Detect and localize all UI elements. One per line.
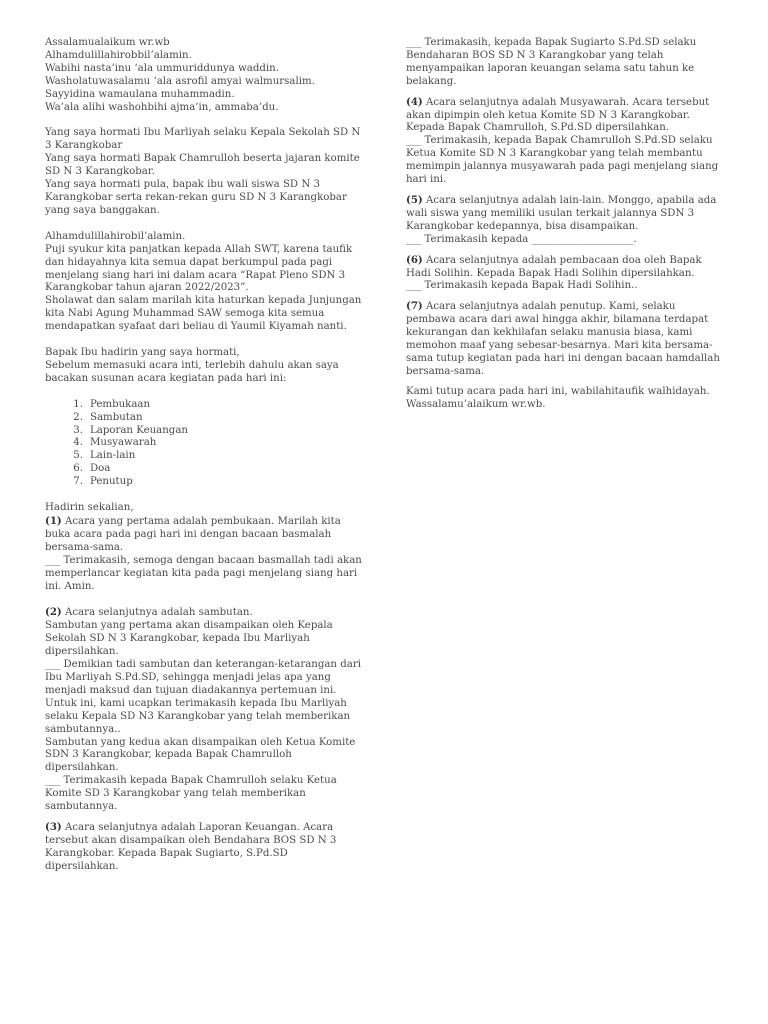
section-lead-text: Acara selanjutnya adalah Laporan Keuangan. Acara tersebut akan disampaikan oleh Bendahara BOS SD N 3 Karangkobar. Kepada Bapak Sugiarto, S.Pd.SD dipersilahkan.: [45, 821, 337, 872]
gratitude-line: Alhamdulillahirobil’alamin.: [45, 230, 186, 242]
section-lead: [406, 254, 724, 281]
section-number: (5): [406, 193, 423, 206]
section-7: [406, 300, 724, 378]
gratitude-block: [45, 231, 363, 334]
respect-line: Yang saya hormati Bapak Chamrulloh beserta jajaran komite SD N 3 Karangkobar.: [45, 153, 360, 178]
section-lead: [45, 821, 363, 874]
agenda-number: 6.: [73, 463, 83, 475]
agenda-number: 4.: [73, 437, 83, 449]
agenda-number: 5.: [73, 450, 83, 462]
section-lead-text: Acara selanjutnya adalah sambutan.: [61, 607, 253, 619]
agenda-number: 1.: [73, 398, 83, 410]
section-lead: [406, 300, 724, 378]
hadirin-line: Hadirin sekalian,: [45, 502, 134, 514]
section-number: (3): [45, 820, 62, 833]
section-lead-text: Acara selanjutnya adalah penutup. Kami, selaku pembawa acara dari awal hingga akhir, bilamana terdapat kekurangan dan kekhilafan selaku manusia biasa, kami memohon maaf yang sebesar-besarnya. Mari kita bersama-sama tutup kegiatan pada hari ini dengan bacaan hamdallah bersama-sama.: [406, 301, 720, 377]
opening-line: Sayyidina wamaulana muhammadin.: [45, 88, 235, 100]
opening-block: [45, 37, 363, 114]
agenda-item: [45, 463, 363, 476]
agenda-label: Pembukaan: [90, 398, 151, 410]
gratitude-line: Puji syukur kita panjatkan kepada Allah SWT, karena taufik dan hidayahnya kita semua dapat berkumpul pada pagi menjelang siang hari ini dalam acara “Rapat Pleno SDN 3 Karangkobar tahun ajaran 2022/2023”.: [45, 243, 353, 294]
opening-line: Wabihi nasta’inu ‘ala ummuriddunya waddin.: [45, 62, 279, 74]
section-lead-text: Acara selanjutnya adalah Musyawarah. Acara tersebut akan dipimpin oleh ketua Komite SD N 3 Karangkobar. Kepada Bapak Chamrulloh, S.Pd.SD dipersilahkan.: [406, 96, 710, 134]
section-line: ___ Demikian tadi sambutan dan keterangan-ketarangan dari Ibu Marliyah S.Pd.SD, sehingga menjadi jelas apa yang menjadi maksud dan tujuan diadakannya pertemuan ini. Untuk ini, kami ucapkan terimakasih kepada Ibu Marliyah selaku Kepala SD N3 Karangkobar yang telah memberikan sambutannya..: [45, 659, 361, 735]
agenda-item: [45, 425, 363, 438]
agenda-label: Penutup: [90, 476, 133, 488]
left-column: [45, 37, 363, 874]
opening-line: Assalamualaikum wr.wb: [45, 37, 170, 48]
section-3: [45, 821, 363, 874]
opening-line: Wa’ala alihi washohbihi ajma’in, ammaba’du.: [45, 101, 279, 113]
section-4: [406, 96, 724, 187]
section-lead-text: Acara yang pertama adalah pembukaan. Marilah kita buka acara pada pagi hari ini dengan bacaan basmalah bersama-sama.: [45, 516, 341, 553]
closing-line: Kami tutup acara pada hari ini, wabilahitaufik walhidayah. Wassalamu’alaikum wr.wb.: [406, 385, 710, 410]
agenda-label: Doa: [90, 463, 111, 475]
section-2: [45, 606, 363, 814]
agenda-item: [45, 412, 363, 425]
opening-line: Alhamdulillahirobbil’alamin.: [45, 49, 192, 61]
section-lead: [406, 96, 724, 136]
opening-line: Washolatuwasalamu ‘ala asrofil amyai walmursalim.: [45, 75, 315, 87]
agenda-number: 7.: [73, 476, 83, 488]
agenda-item: [45, 450, 363, 463]
agenda-number: 3.: [73, 424, 83, 436]
agenda-item: [45, 437, 363, 450]
respects-block: [45, 127, 363, 217]
section-lead-text: Acara selanjutnya adalah pembacaan doa oleh Bapak Hadi Solihin. Kepada Bapak Hadi Solihin dipersilahkan.: [406, 254, 702, 279]
section-line: Sambutan yang pertama akan disampaikan oleh Kepala Sekolah SD N 3 Karangkobar, kepada Ibu Marliyah dipersilahkan.: [45, 620, 333, 658]
section-6: [406, 254, 724, 294]
respect-line: Yang saya hormati pula, bapak ibu wali siswa SD N 3 Karangkobar serta rekan-rekan guru SD N 3 Karangkobar yang saya banggakan.: [45, 179, 347, 216]
agenda-item: [45, 399, 363, 412]
section-number: (4): [406, 95, 423, 108]
agenda-number: 2.: [73, 411, 83, 423]
section-lead: [406, 194, 724, 234]
section-reply: ___ Terimakasih, semoga dengan bacaan basmallah tadi akan memperlancar kegiatan kita pada pagi menjelang siang hari ini. Amin.: [45, 554, 362, 592]
agenda-label: Lain-lain: [90, 450, 136, 462]
section-reply: ___ Terimakasih kepada ____________________.: [406, 233, 637, 245]
section-lead: [45, 515, 363, 555]
right-column: [406, 37, 724, 412]
agenda-label: Sambutan: [90, 411, 143, 423]
section-1: [45, 515, 363, 593]
section-number: (6): [406, 253, 423, 266]
agenda-list: [45, 399, 363, 489]
section-number: (2): [45, 606, 62, 619]
section-reply: ___ Terimakasih kepada Bapak Hadi Solihin..: [406, 280, 638, 292]
section-3-reply: ___ Terimakasih, kepada Bapak Sugiarto S.Pd.SD selaku Bendaharan BOS SD N 3 Karangkobar yang telah menyampaikan laporan keuangan selama satu tahun ke belakang.: [406, 37, 697, 87]
respect-line: Yang saya hormati Ibu Marliyah selaku Kepala Sekolah SD N 3 Karangkobar: [45, 127, 361, 152]
section-5: [406, 194, 724, 247]
intro-line: Sebelum memasuki acara inti, terlebih dahulu akan saya bacakan susunan acara kegiatan pada hari ini:: [45, 359, 339, 384]
agenda-item: [45, 476, 363, 489]
section-lead: [45, 606, 363, 620]
section-number: (7): [406, 300, 423, 313]
section-lead-text: Acara selanjutnya adalah lain-lain. Monggo, apabila ada wali siswa yang memiliki usulan terkait jalannya SDN 3 Karangkobar kedepannya, bisa disampaikan.: [406, 194, 717, 232]
agenda-label: Laporan Keuangan: [90, 424, 188, 436]
section-reply: ___ Terimakasih, kepada Bapak Chamrulloh S.Pd.SD selaku Ketua Komite SD N 3 Karangkobar yang telah membantu memimpin jalannya musyawarah pada pagi menjelang siang hari ini.: [406, 135, 719, 186]
section-line: ___ Terimakasih kepada Bapak Chamrulloh selaku Ketua Komite SD 3 Karangkobar yang telah memberikan sambutannya.: [45, 775, 337, 813]
section-number: (1): [45, 515, 62, 527]
agenda-label: Musyawarah: [90, 437, 157, 449]
intro-line: Bapak Ibu hadirin yang saya hormati,: [45, 347, 240, 359]
intro-block: [45, 347, 363, 386]
gratitude-line: Sholawat dan salam marilah kita haturkan kepada Junjungan kita Nabi Agung Muhammad SAW semoga kita semua mendapatkan syafaat dari beliau di Yaumil Kiyamah nanti.: [45, 295, 362, 333]
section-line: Sambutan yang kedua akan disampaikan oleh Ketua Komite SDN 3 Karangkobar, kepada Bapak Chamrulloh dipersilahkan.: [45, 736, 356, 774]
